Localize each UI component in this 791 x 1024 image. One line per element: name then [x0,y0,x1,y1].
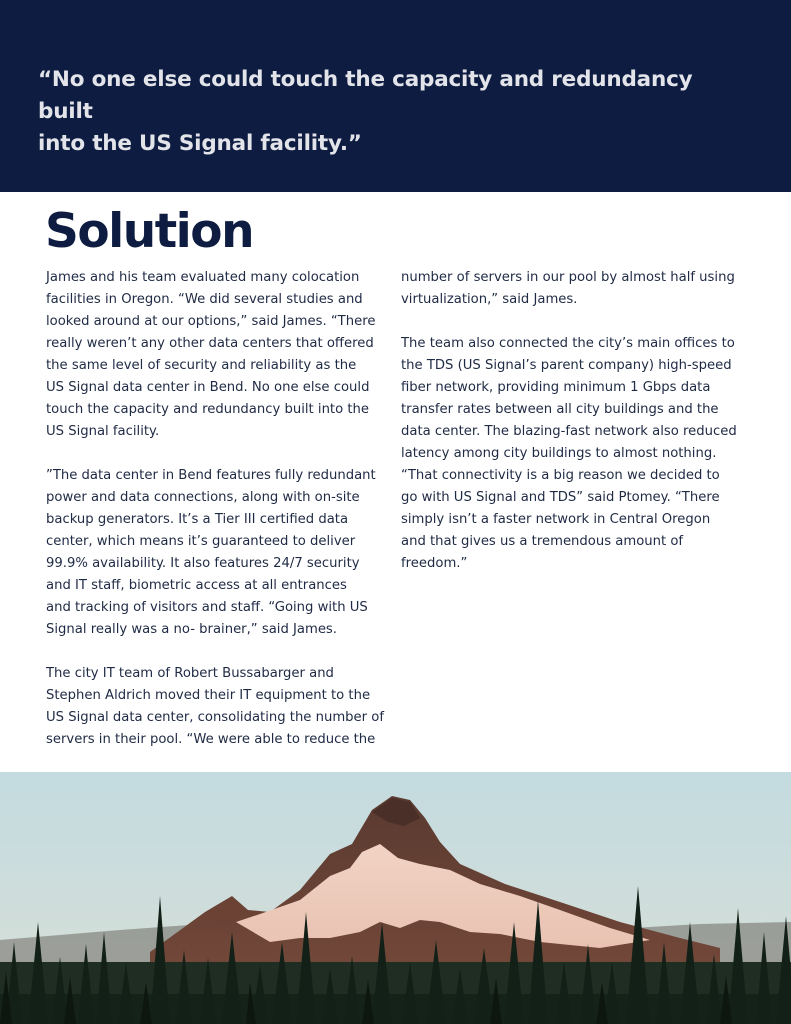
pull-quote [38,64,738,160]
text-line: 99.9% availability. It also features 24/7 security [46,556,360,571]
text-line: and that gives us a tremendous amount of [401,534,684,549]
pull-quote-line: “No one else could touch the capacity and redundancy built [38,67,693,124]
paragraph [401,267,746,311]
text-line: transfer rates between all city buildings and the [401,402,719,417]
text-line: the same level of security and reliability as the [46,358,357,373]
text-line: US Signal data center, consolidating the number of [46,710,384,725]
text-line: the TDS (US Signal’s parent company) high-speed [401,358,732,373]
text-line: and IT staff, biometric access at all entrances [46,578,347,593]
text-line: facilities in Oregon. “We did several studies and [46,292,363,307]
text-line: go with US Signal and TDS” said Ptomey. “There [401,490,720,505]
text-line: US Signal facility. [46,424,160,439]
text-line: and tracking of visitors and staff. “Going with US [46,600,368,615]
paragraph [46,267,386,443]
paragraph [46,465,386,641]
text-line: touch the capacity and redundancy built into the [46,402,370,417]
text-line: virtualization,” said James. [401,292,578,307]
pull-quote-line: into the US Signal facility.” [38,131,362,156]
text-line: freedom.” [401,556,468,571]
text-line: US Signal data center in Bend. No one else could [46,380,370,395]
paragraph [46,663,386,751]
text-line: James and his team evaluated many colocation [46,270,360,285]
text-line: looked around at our options,” said James. “There [46,314,376,329]
quote-banner [0,0,791,192]
text-line: data center. The blazing-fast network also reduced [401,424,737,439]
text-line: Stephen Aldrich moved their IT equipment to the [46,688,371,703]
text-line: really weren’t any other data centers that offered [46,336,374,351]
section-heading: Solution [45,204,254,259]
text-line: ”The data center in Bend features fully redundant [46,468,376,483]
text-line: fiber network, providing minimum 1 Gbps data [401,380,711,395]
mountain-photo [0,772,791,1024]
paragraph [401,333,746,575]
text-line: latency among city buildings to almost nothing. [401,446,717,461]
text-line: power and data connections, along with on-site [46,490,360,505]
left-text-column [46,267,386,773]
text-line: servers in their pool. “We were able to reduce the [46,732,376,747]
text-line: simply isn’t a faster network in Central Oregon [401,512,711,527]
text-line: number of servers in our pool by almost half using [401,270,735,285]
text-line: backup generators. It’s a Tier III certified data [46,512,349,527]
text-line: Signal really was a no- brainer,” said James. [46,622,337,637]
right-text-column [401,267,746,597]
text-line: center, which means it’s guaranteed to deliver [46,534,356,549]
text-line: “That connectivity is a big reason we decided to [401,468,720,483]
text-line: The team also connected the city’s main offices to [401,336,735,351]
text-line: The city IT team of Robert Bussabarger and [46,666,334,681]
